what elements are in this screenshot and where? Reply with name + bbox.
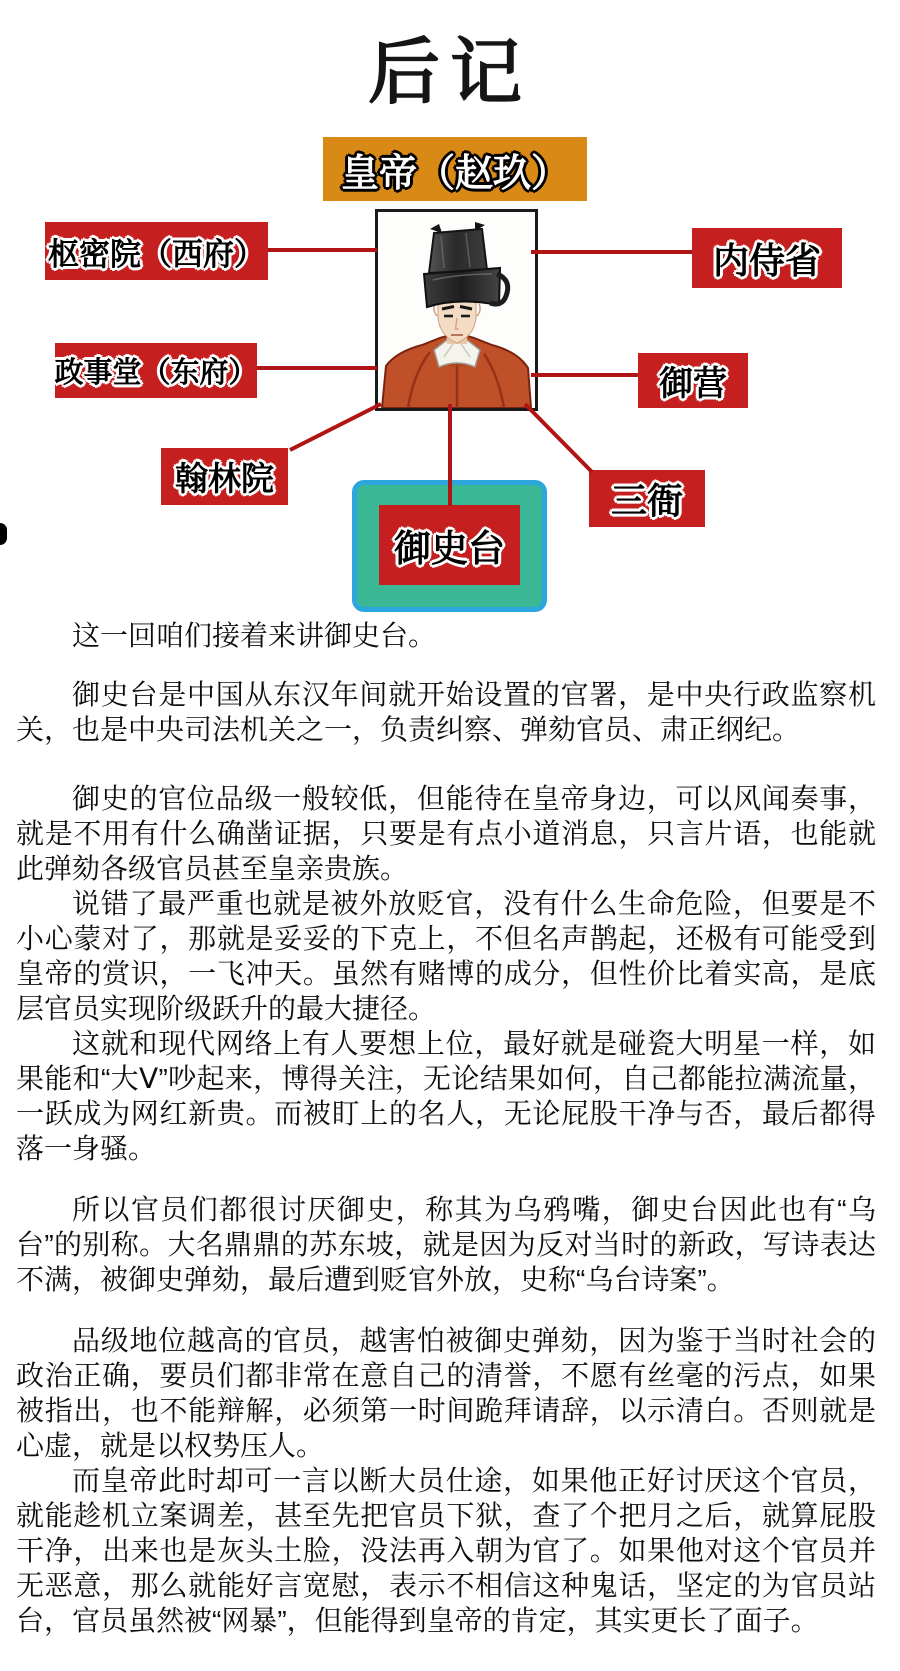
org-node-label: 政事堂（东府） — [54, 357, 258, 389]
paragraph: 而皇帝此时却可一言以断大员仕途，如果他正好讨厌这个官员，就能趁机立案调差，甚至先把官员下狱，查了个把月之后，就算屁股干净，出来也是灰头土脸，没法再入朝为官了。如果他对这个官员并无恶意，那么就能好言宽慰，表示不相信这种鬼话，坚定的为官员站台，官员虽然被“网暴”，但能得到皇帝的肯定，其实更长了面子。 — [16, 1465, 876, 1636]
yushitai-highlight-frame — [352, 480, 547, 612]
org-node-neishisheng — [692, 228, 842, 288]
org-node-label: 御营 — [659, 365, 727, 403]
left-edge-dot — [0, 523, 7, 545]
org-node-emperor — [323, 137, 587, 201]
org-node-label: 翰林院 — [175, 460, 274, 497]
paragraph: 这就和现代网络上有人要想上位，最好就是碰瓷大明星一样，如果能和“大Ⅴ”吵起来，博得关注，无论结果如何，自己都能拉满流量，一跃成为网红新贵。而被盯上的名人，无论屁股干净与否，最后都得落一身骚。 — [16, 1028, 876, 1164]
org-node-zhengshitang — [55, 343, 257, 398]
org-node-label: 御史台 — [394, 528, 505, 569]
connector-line — [290, 404, 381, 450]
paragraph: 御史台是中国从东汉年间就开始设置的官署，是中央行政监察机关，也是中央司法机关之一，负责纠察、弹劾官员、肃正纲纪。 — [16, 679, 876, 745]
emperor-hat — [424, 222, 508, 307]
emperor-portrait-drawing — [378, 212, 535, 408]
org-node-hanlinyuan — [161, 448, 288, 505]
paragraph: 品级地位越高的官员，越害怕被御史弹劾，因为鉴于当时社会的政治正确，要员们都非常在意自己的清誉，不愿有丝毫的污点，如果被指出，也不能辩解，必须第一时间跪拜请辞，以示清白。否则就是心虚，就是以权势压人。 — [16, 1325, 876, 1461]
org-node-sanya — [589, 470, 705, 527]
org-node-label: 内侍省 — [712, 239, 821, 281]
page-title: 后记 — [367, 33, 532, 113]
emperor-portrait — [375, 209, 538, 411]
org-node-label: 枢密院（西府） — [48, 236, 265, 272]
org-node-shumiyuan — [45, 222, 268, 280]
paragraph: 说错了最严重也就是被外放贬官，没有什么生命危险，但要是不小心蒙对了，那就是妥妥的下克上，不但名声鹊起，还极有可能受到皇帝的赏识，一飞冲天。虽然有赌博的成分，但性价比着实高，是底层官员实现阶级跃升的最大捷径。 — [16, 888, 876, 1024]
afterword-article — [0, 618, 900, 1638]
org-node-emperor-label: 皇帝（赵玖） — [340, 152, 569, 195]
org-node-yuying — [638, 353, 748, 408]
paragraph: 这一回咱们接着来讲御史台。 — [72, 620, 437, 651]
org-node-label: 三衙 — [610, 480, 683, 521]
org-node-yushitai — [379, 505, 520, 585]
connector-line — [525, 404, 592, 472]
paragraph: 御史的官位品级一般较低，但能待在皇帝身边，可以风闻奏事，就是不用有什么确凿证据，只要是有点小道消息，只言片语，也能就此弹劾各级官员甚至皇亲贵族。 — [16, 783, 876, 884]
paragraph: 所以官员们都很讨厌御史，称其为乌鸦嘴，御史台因此也有“乌台”的别称。大名鼎鼎的苏东坡，就是因为反对当时的新政，写诗表达不满，被御史弹劾，最后遭到贬官外放，史称“乌台诗案”。 — [16, 1194, 876, 1295]
